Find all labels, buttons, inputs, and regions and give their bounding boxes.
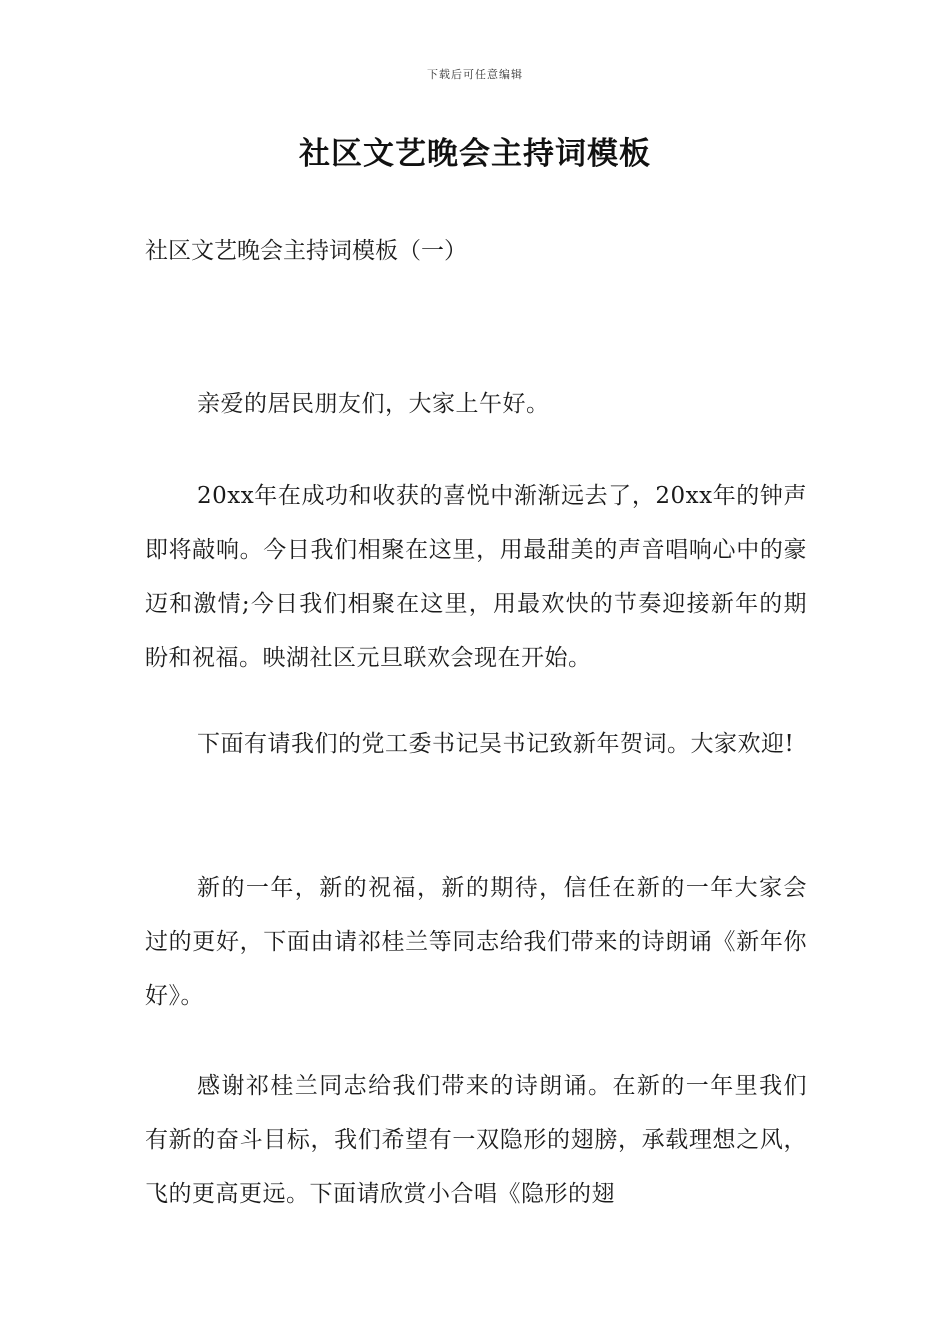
paragraph-speech-intro: 下面有请我们的党工委书记吴书记致新年贺词。大家欢迎! xyxy=(197,731,795,757)
header-note: 下载后可任意编辑 xyxy=(427,68,523,81)
paragraph-poem-intro: 新的一年，新的祝福，新的期待，信任在新的一年大家会过的更好，下面由请祁桂兰等同志给我们带来的诗朗诵《新年你好》。 xyxy=(145,875,807,1009)
paragraph-opening: 20xx年在成功和收获的喜悦中渐渐远去了，20xx年的钟声即将敲响。今日我们相聚在这里，用最甜美的声音唱响心中的豪迈和激情;今日我们相聚在这里，用最欢快的节奏迎接新年的期盼和祝福。映湖社区元旦联欢会现在开始。 xyxy=(145,483,807,671)
paragraph-chorus-intro: 感谢祁桂兰同志给我们带来的诗朗诵。在新的一年里我们有新的奋斗目标，我们希望有一双隐形的翅膀，承载理想之风，飞的更高更远。下面请欣赏小合唱《隐形的翅 xyxy=(145,1073,807,1207)
document-title: 社区文艺晚会主持词模板 xyxy=(299,136,651,172)
paragraph-greeting: 亲爱的居民朋友们，大家上午好。 xyxy=(197,391,550,417)
section-subtitle: 社区文艺晚会主持词模板（一） xyxy=(145,238,467,264)
